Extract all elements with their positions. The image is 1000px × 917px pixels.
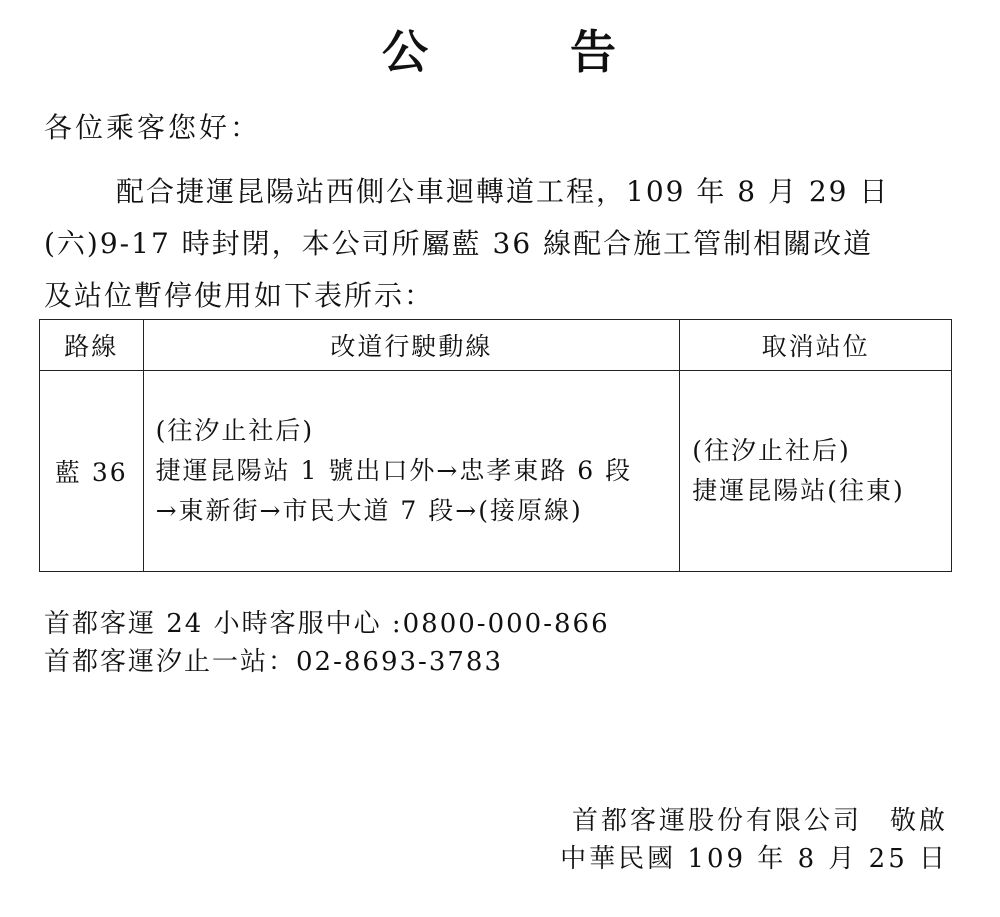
detour-line-2: 捷運昆陽站 1 號出口外→忠孝東路 6 段 [155, 456, 633, 485]
notice-line-1: 配合捷運昆陽站西側公車迴轉道工程，109 年 8 月 29 日 [116, 175, 890, 208]
contact-info [44, 605, 610, 681]
cancelled-line-1: (往汐止社后) [692, 436, 851, 465]
cancelled-stops-cell [680, 371, 952, 572]
header-detour-route: 改道行駛動線 [143, 320, 680, 371]
header-route: 路線 [40, 320, 144, 371]
header-cancelled-stops: 取消站位 [680, 320, 952, 371]
signature-company-line [560, 802, 948, 840]
title-char-1: 公 [382, 25, 430, 79]
notice-title [0, 22, 1000, 82]
company-name: 首都客運股份有限公司 [571, 806, 862, 836]
table-header-row [40, 320, 952, 371]
detour-line-3: →東新街→市民大道 7 段→(接原線) [155, 496, 583, 525]
detour-table [39, 319, 952, 572]
notice-line-2: (六)9-17 時封閉，本公司所屬藍 36 線配合施工管制相關改道 [44, 227, 874, 260]
closing-word: 敬啟 [889, 806, 948, 836]
notice-body [44, 166, 958, 322]
detour-line-1: (往汐止社后) [155, 416, 315, 445]
table-row [40, 371, 952, 572]
service-center-line: 首都客運 24 小時客服中心 :0800-000-866 [44, 609, 610, 639]
signature-date: 中華民國 109 年 8 月 25 日 [560, 844, 948, 874]
greeting: 各位乘客您好： [44, 111, 262, 144]
station-phone-line: 首都客運汐止一站：02-8693-3783 [44, 647, 503, 677]
title-char-2: 告 [570, 25, 618, 79]
detour-cell [143, 371, 680, 572]
route-cell: 藍 36 [40, 371, 144, 572]
cancelled-line-2: 捷運昆陽站(往東) [692, 476, 905, 505]
notice-line-3: 及站位暫停使用如下表所示： [44, 279, 435, 312]
signature-block [560, 802, 948, 878]
